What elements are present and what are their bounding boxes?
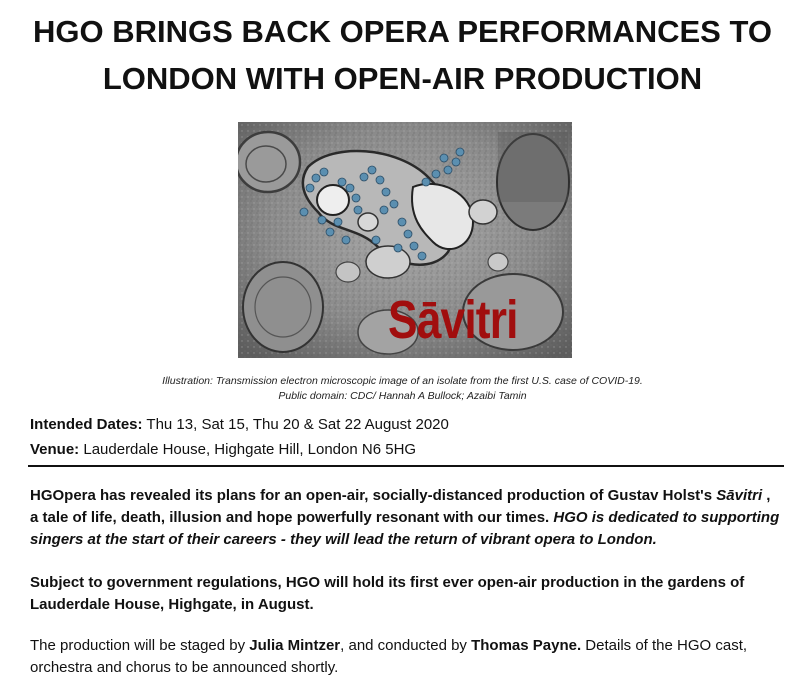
- announcement-continuation: , a tale of life, death, illusion and hope powerfully resonant with our times.: [30, 487, 771, 526]
- venue-value: Lauderdale House, Highgate Hill, London N6 5HG: [79, 441, 417, 458]
- conductor-name: Thomas Payne.: [471, 637, 582, 654]
- microscope-image: [238, 122, 572, 358]
- announcement-lead: HGOpera has revealed its plans for an open-air, socially-distanced production of Gustav Holst's: [30, 487, 717, 504]
- director-name: Julia Mintzer: [249, 637, 341, 654]
- production-text-1: The production will be staged by: [30, 637, 250, 654]
- work-title: Sāvitri: [716, 487, 767, 504]
- caption-line-2: Public domain: CDC/ Hannah A Bullock; Azaibi Tamin: [278, 390, 527, 402]
- headline-line-2: LONDON WITH OPEN-AIR PRODUCTION: [102, 61, 703, 96]
- venue-label: Venue:: [30, 441, 80, 458]
- image-caption: [60, 374, 745, 404]
- divider: [28, 465, 784, 467]
- dates-value: Thu 13, Sat 15, Thu 20 & Sat 22 August 2020: [142, 416, 449, 433]
- production-text-3: Details of the HGO cast, orchestra and chorus to be announced shortly.: [30, 637, 748, 676]
- announcement-italic: HGO is dedicated to supporting singers at the start of their careers - they will lead the return of vibrant opera to London.: [30, 509, 780, 548]
- headline: [20, 8, 785, 102]
- intended-dates: [30, 415, 449, 435]
- paragraph-production: [30, 635, 782, 679]
- production-text-2: , and conducted by: [340, 637, 472, 654]
- caption-line-1: Illustration: Transmission electron microscopic image of an isolate from the first U.S. case of COVID-19.: [162, 375, 643, 387]
- headline-line-1: HGO BRINGS BACK OPERA PERFORMANCES TO: [33, 14, 772, 49]
- savitri-overlay-title: Sāvitri: [388, 290, 518, 350]
- regulations-text: Subject to government regulations, HGO will hold its first ever open-air production in the gardens of Lauderdale House, Highgate, in August.: [30, 574, 745, 613]
- venue: [30, 440, 416, 460]
- dates-label: Intended Dates:: [30, 416, 143, 433]
- paragraph-regulations: [30, 572, 782, 616]
- paragraph-announcement: [30, 485, 782, 551]
